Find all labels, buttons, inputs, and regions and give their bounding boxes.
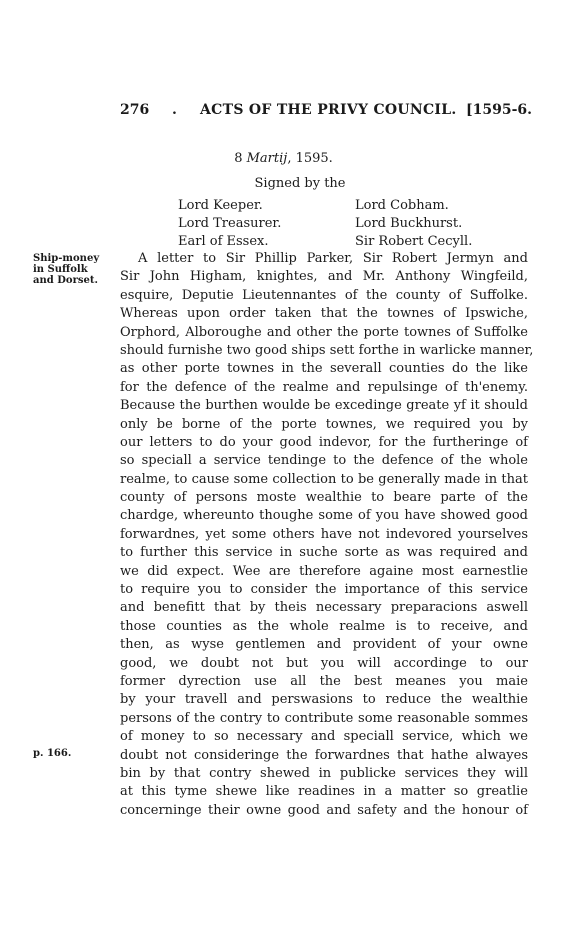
margin-note-line: Ship-money <box>33 253 100 264</box>
text-line: Whereas upon order taken that the townes of Ipswiche, <box>120 306 528 322</box>
text-line: Because the burthen woulde be excedinge greate yf it should <box>120 398 528 414</box>
running-title: ACTS OF THE PRIVY COUNCIL. <box>200 102 457 118</box>
margin-note-topic <box>33 253 113 286</box>
text-line: to require you to consider the importance of this service <box>120 582 528 598</box>
running-header <box>120 102 532 126</box>
page-number: 276 <box>120 102 150 118</box>
text-line: Orphord, Alboroughe and other the porte townes of Suffolke <box>120 324 528 340</box>
signer: Lord Keeper. <box>178 198 263 213</box>
letter-body <box>120 250 534 820</box>
header-year: [1595-6. <box>465 102 532 118</box>
margin-note-page-ref: p. 166. <box>33 748 72 759</box>
signer: Earl of Essex. <box>178 234 269 249</box>
signer: Sir Robert Cecyll. <box>355 234 473 249</box>
text-line: bin by that contry shewed in publicke services they will <box>120 765 528 781</box>
text-line: to further this service in suche sorte as was required and <box>120 545 528 561</box>
text-line: A letter to Sir Phillip Parker, Sir Robert Jermyn and <box>138 251 528 266</box>
text-line: for the defence of the realme and repulsinge of th'enemy. <box>120 379 528 395</box>
text-line: then, as wyse gentlemen and provident of your owne <box>120 637 528 653</box>
text-line: those counties as the whole realme is to receive, and <box>120 618 528 634</box>
text-line: concerninge their owne good and safety and the honour of <box>120 802 528 818</box>
text-line: only be borne of the porte townes, we required you by <box>120 416 528 432</box>
text-line: Sir John Higham, knightes, and Mr. Anthony Wingfeild, <box>120 269 528 285</box>
text-line: good, we doubt not but you will accordinge to our <box>120 655 528 671</box>
text-line: realme, to cause some collection to be generally made in that <box>120 471 528 487</box>
text-line: chardge, whereunto thoughe some of you have showed good <box>120 508 528 524</box>
text-line: forwardnes, yet some others have not indevored yourselves <box>120 526 528 542</box>
signer: Lord Buckhurst. <box>355 216 463 231</box>
signer-row <box>178 198 518 216</box>
signer: Lord Cobham. <box>355 198 449 213</box>
text-line: so speciall a service tendinge to the defence of the whole <box>120 453 528 469</box>
text-line: should furnishe two good ships sett forthe in warlicke manner, <box>120 342 534 358</box>
signers-list <box>178 198 518 252</box>
date-month: Martij <box>246 151 288 166</box>
text-line: and benefitt that by theis necessary preparacions aswell <box>120 600 528 616</box>
text-line: esquire, Deputie Lieutennantes of the county of Suffolke. <box>120 287 528 303</box>
signer: Lord Treasurer. <box>178 216 282 231</box>
text-line: by your travell and perswasions to reduce the wealthie <box>120 692 528 708</box>
entry-date <box>0 151 567 166</box>
text-line: at this tyme shewe like readines in a matter so greatlie <box>120 784 528 800</box>
date-day: 8 <box>234 151 243 166</box>
text-line: we did expect. Wee are therefore againe most earnestlie <box>120 563 528 579</box>
text-line: doubt not consideringe the forwardnes that hathe alwayes <box>120 747 528 763</box>
margin-note-line: in Suffolk <box>33 264 88 275</box>
date-year: , 1595. <box>287 151 333 166</box>
signed-by-heading: Signed by the <box>254 176 346 191</box>
header-separator: . <box>172 102 177 118</box>
signer-row <box>178 216 518 234</box>
text-line: former dyrection use all the best meanes you maie <box>120 673 528 689</box>
text-line: of money to so necessary and speciall service, which we <box>120 729 528 745</box>
text-line: persons of the contry to contribute some reasonable sommes <box>120 710 528 726</box>
text-line: as other porte townes in the severall counties do the like <box>120 361 528 377</box>
margin-note-line: and Dorset. <box>33 275 98 286</box>
text-line: our letters to do your good indevor, for the furtheringe of <box>120 434 528 450</box>
text-line: county of persons moste wealthie to beare parte of the <box>120 490 528 506</box>
